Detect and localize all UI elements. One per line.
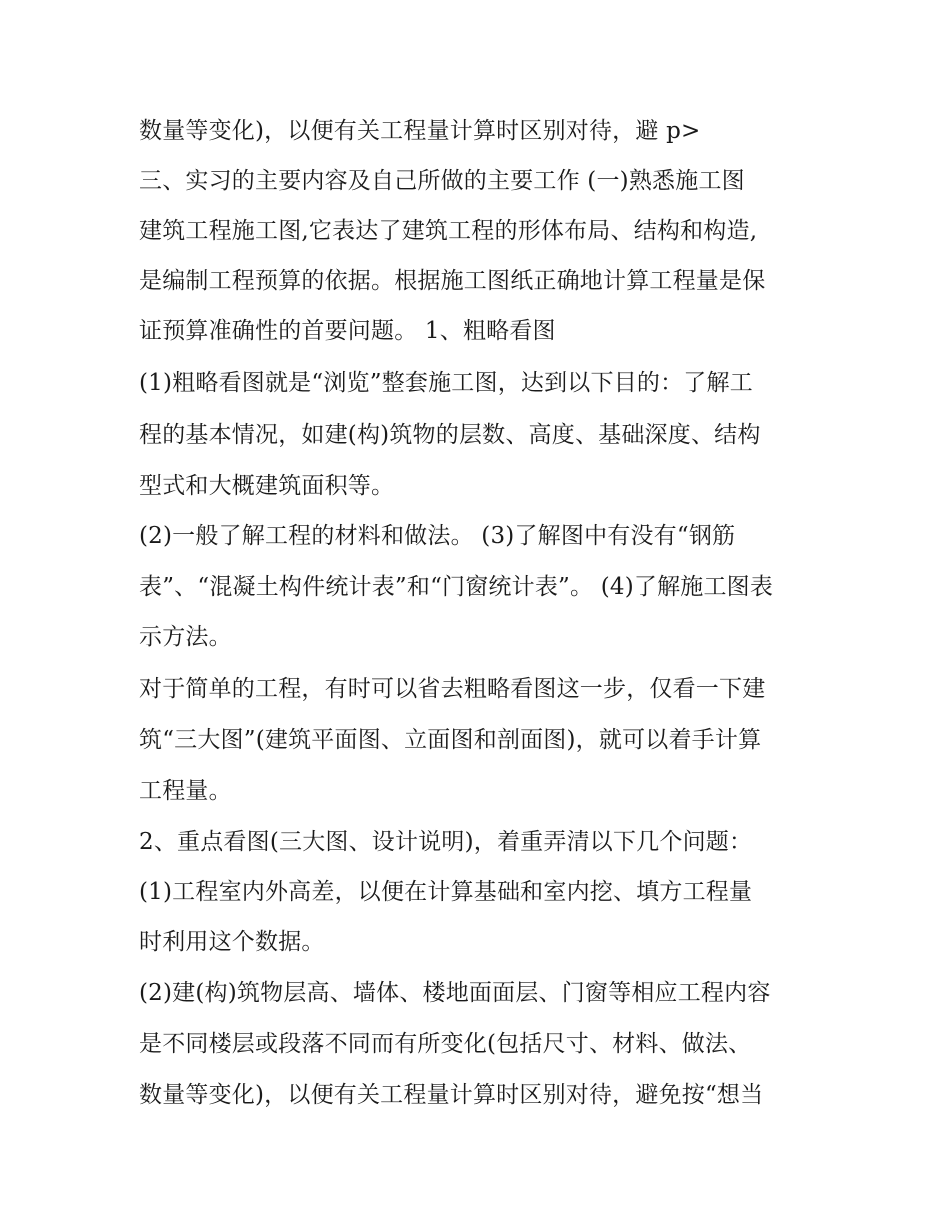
text-line: (1)工程室内外高差，以便在计算基础和室内挖、填方工程量 [139, 879, 753, 905]
text-line: 是不同楼层或段落不同而有所变化(包括尺寸、材料、做法、 [139, 1031, 752, 1057]
text-line: 对于简单的工程，有时可以省去粗略看图这一步，仅看一下建 [139, 676, 766, 702]
text-line: 筑“三大图”(建筑平面图、立面图和剖面图)，就可以着手计算 [139, 727, 762, 753]
text-line: 表”、“混凝土构件统计表”和“门窗统计表”。 (4)了解施工图表 [139, 574, 774, 600]
text-line: 建筑工程施工图,它表达了建筑工程的形体布局、结构和构造, [139, 218, 758, 244]
text-line: 三、实习的主要内容及自己所做的主要工作 (一)熟悉施工图 [139, 168, 745, 194]
text-line: 工程量。 [139, 778, 232, 804]
text-line: 示方法。 [139, 624, 232, 650]
text-line: (1)粗略看图就是“浏览”整套施工图，达到以下目的：了解工 [139, 370, 753, 396]
text-line: 程的基本情况，如建(构)筑物的层数、高度、基础深度、结构 [139, 422, 761, 448]
text-line: 数量等变化)，以便有关工程量计算时区别对待，避免按“想当 [139, 1082, 764, 1108]
text-line: 是编制工程预算的依据。根据施工图纸正确地计算工程量是保 [139, 268, 766, 294]
text-line: 证预算准确性的首要问题。 1、粗略看图 [139, 318, 556, 344]
text-line: 数量等变化)，以便有关工程量计算时区别对待，避 p> [139, 118, 701, 144]
text-line: (2)建(构)筑物层高、墙体、楼地面面层、门窗等相应工程内容 [139, 980, 771, 1006]
text-line: 时利用这个数据。 [139, 929, 325, 955]
text-line: 型式和大概建筑面积等。 [139, 473, 395, 499]
text-line: (2)一般了解工程的材料和做法。 (3)了解图中有没有“钢筋 [139, 523, 736, 549]
text-line: 2、重点看图(三大图、设计说明)，着重弄清以下几个问题： [139, 829, 753, 855]
